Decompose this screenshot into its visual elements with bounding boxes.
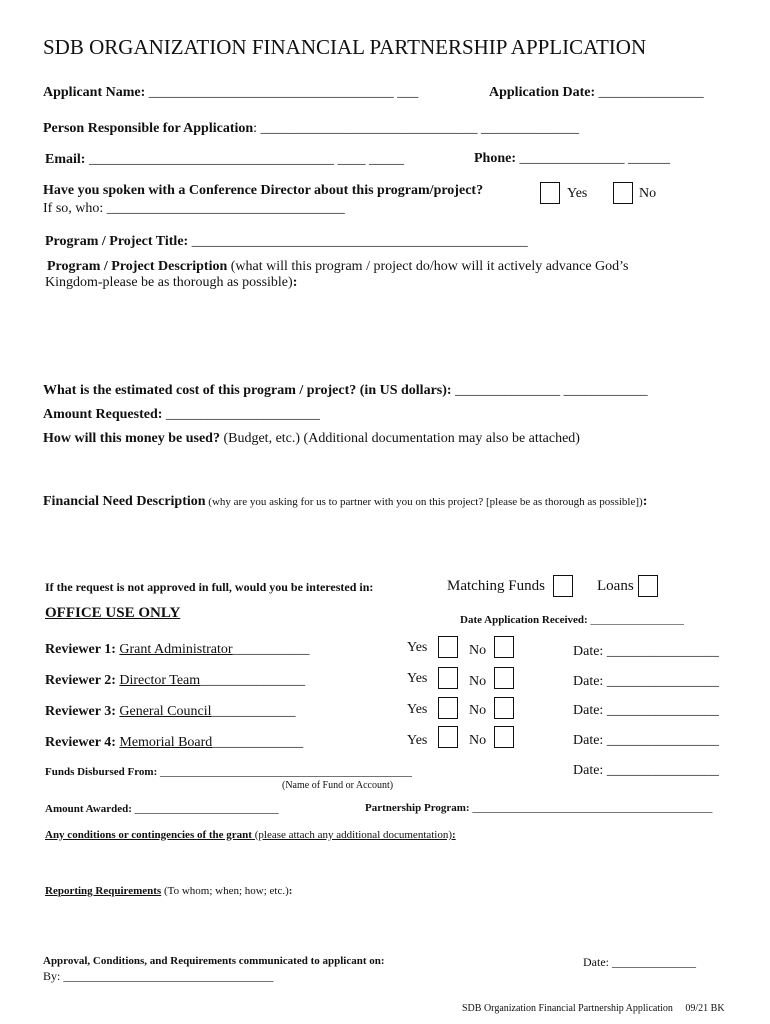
- date-received-row: [460, 615, 684, 626]
- reporting-label: Reporting Requirements: [45, 885, 162, 897]
- person-responsible-row: [43, 122, 579, 136]
- estimated-cost-row: [43, 384, 648, 398]
- reviewer-2-date: Date: ________________: [573, 674, 719, 689]
- phone-row: [474, 152, 670, 166]
- footer-version: 09/21 BK: [685, 1003, 725, 1014]
- reviewer-role: Memorial Board: [119, 735, 213, 750]
- director-question: Have you spoken with a Conference Director about this program/project?: [43, 183, 484, 198]
- reviewer-4-no-checkbox[interactable]: [494, 726, 514, 748]
- reviewer-1-date: Date: ________________: [573, 644, 719, 659]
- approval-date-field[interactable]: ______________: [609, 955, 696, 969]
- estimated-cost-field[interactable]: _______________ ____________: [455, 383, 648, 398]
- reviewer-1-row: Reviewer 1: Grant Administrator___________: [45, 642, 310, 657]
- reviewer-3-no-checkbox[interactable]: [494, 697, 514, 719]
- reviewer-3-row: Reviewer 3: General Council____________: [45, 704, 296, 719]
- reviewer-4-date-field[interactable]: ________________: [603, 733, 719, 748]
- reviewer-1-date-field[interactable]: ________________: [603, 644, 719, 659]
- conditions-note: (please attach any additional documentation): [251, 829, 453, 841]
- money-used-row: [43, 432, 580, 446]
- applicant-name-row: [43, 86, 418, 100]
- reviewer-4-yes-checkbox[interactable]: [438, 726, 458, 748]
- reviewer-2-row: Reviewer 2: Director Team_______________: [45, 673, 306, 688]
- reviewer-1-yes-label: Yes: [407, 640, 428, 655]
- office-use-heading: OFFICE USE ONLY: [45, 605, 181, 621]
- reviewer-2-yes-checkbox[interactable]: [438, 667, 458, 689]
- amount-awarded-label: Amount Awarded:: [45, 803, 132, 815]
- reviewer-3-date-field[interactable]: ________________: [603, 703, 719, 718]
- applicant-name-field[interactable]: ___________________________________ ___: [148, 85, 419, 100]
- reviewer-2-yes-label: Yes: [407, 671, 428, 686]
- funds-disbursed-date-field[interactable]: ________________: [603, 763, 719, 778]
- funds-disbursed-row: [45, 765, 412, 778]
- application-date-label: Application Date:: [489, 85, 596, 100]
- by-label: By:: [43, 969, 61, 983]
- reporting-area[interactable]: [45, 898, 725, 948]
- if-so-who-row: [43, 202, 345, 216]
- estimated-cost-label: What is the estimated cost of this program / project? (in US dollars):: [43, 383, 452, 398]
- financial-need-row: Financial Need Description (why are you asking for us to partner with you on this project? [please be as thorough as possible]):: [43, 494, 648, 509]
- director-yes-checkbox[interactable]: [540, 182, 560, 204]
- reporting-note: (To whom; when; how; etc.): [161, 885, 289, 897]
- reviewer-1-yes-checkbox[interactable]: [438, 636, 458, 658]
- reviewer-3-date: Date: ________________: [573, 703, 719, 718]
- conditions-area[interactable]: [45, 842, 725, 874]
- email-row: [45, 153, 404, 167]
- reviewer-4-no-label: No: [469, 733, 487, 748]
- funds-disbursed-label: Funds Disbursed From:: [45, 766, 158, 778]
- director-yes-label: Yes: [567, 186, 588, 201]
- conditions-row: Any conditions or contingencies of the grant (please attach any additional documentation):: [45, 829, 456, 841]
- reviewer-4-yes-label: Yes: [407, 733, 428, 748]
- reviewer-role: Director Team: [119, 673, 201, 688]
- program-description-area[interactable]: [45, 296, 725, 374]
- funds-disbursed-field[interactable]: __________________________________________: [160, 764, 413, 778]
- footer-title: SDB Organization Financial Partnership Application: [462, 1003, 673, 1014]
- conditions-label: Any conditions or contingencies of the grant: [45, 829, 252, 841]
- amount-requested-label: Amount Requested:: [43, 407, 163, 422]
- person-responsible-colon: :: [253, 121, 258, 136]
- if-so-who-label: If so, who:: [43, 201, 104, 216]
- email-field[interactable]: ___________________________________ ____ _____: [88, 152, 404, 167]
- by-field[interactable]: ___________________________________: [60, 969, 274, 983]
- not-approved-question: If the request is not approved in full, would you be interested in:: [45, 580, 374, 594]
- director-no-label: No: [639, 186, 657, 201]
- money-used-label: How will this money be used?: [43, 431, 220, 446]
- reviewer-label: Reviewer 1:: [45, 642, 116, 657]
- financial-need-area[interactable]: [43, 515, 723, 573]
- financial-need-note: (why are you asking for us to partner with you on this project? [please be as thorough as possible]): [205, 496, 643, 508]
- date-received-field[interactable]: _________________: [590, 614, 684, 626]
- amount-requested-field[interactable]: ______________________: [165, 407, 320, 422]
- partnership-program-row: [365, 801, 712, 814]
- program-description-note: (what will this program / project do/how will it actively advance God’s: [227, 259, 629, 274]
- reviewer-3-yes-label: Yes: [407, 702, 428, 717]
- reviewer-1-no-label: No: [469, 643, 487, 658]
- amount-requested-row: [43, 408, 320, 422]
- loans-label: Loans: [597, 578, 634, 594]
- footer: [462, 1004, 725, 1014]
- reviewer-2-no-label: No: [469, 674, 487, 689]
- fund-name-caption: (Name of Fund or Account): [282, 780, 394, 791]
- money-used-area[interactable]: [43, 452, 723, 488]
- reviewer-3-yes-checkbox[interactable]: [438, 697, 458, 719]
- email-label: Email:: [45, 152, 86, 167]
- date-received-label: Date Application Received:: [460, 614, 588, 626]
- phone-label: Phone:: [474, 151, 516, 166]
- partnership-program-label: Partnership Program:: [365, 802, 470, 814]
- partnership-program-field[interactable]: ________________________________________: [472, 800, 713, 814]
- reviewer-label: Reviewer 4:: [45, 735, 116, 750]
- amount-awarded-row: [45, 802, 279, 815]
- reporting-row: Reporting Requirements (To whom; when; how; etc.):: [45, 885, 293, 897]
- approval-label: Approval, Conditions, and Requirements communicated to applicant on:: [43, 955, 385, 967]
- director-no-checkbox[interactable]: [613, 182, 633, 204]
- application-date-row: [489, 86, 704, 100]
- money-used-note: (Budget, etc.) (Additional documentation may also be attached): [219, 431, 580, 446]
- by-row: [43, 970, 273, 982]
- amount-awarded-field[interactable]: ________________________: [134, 801, 279, 815]
- person-responsible-field[interactable]: _______________________________ ______________: [260, 121, 580, 136]
- program-description-line2: Kingdom-please be as thorough as possible):: [45, 275, 298, 290]
- application-date-field[interactable]: _______________: [598, 85, 704, 100]
- approval-date: Date: ______________: [583, 955, 696, 969]
- financial-need-label: Financial Need Description: [43, 494, 206, 509]
- program-title-label: Program / Project Title:: [45, 234, 189, 249]
- loans-checkbox[interactable]: [638, 575, 658, 597]
- matching-funds-label: Matching Funds: [447, 578, 545, 594]
- reviewer-2-date-field[interactable]: ________________: [603, 674, 719, 689]
- reviewer-4-date: Date: ________________: [573, 733, 719, 748]
- reviewer-role: General Council: [119, 704, 212, 719]
- reviewer-label: Reviewer 2:: [45, 673, 116, 688]
- form-title: SDB ORGANIZATION FINANCIAL PARTNERSHIP APPLICATION: [43, 35, 647, 59]
- reviewer-2-no-checkbox[interactable]: [494, 667, 514, 689]
- applicant-name-label: Applicant Name:: [43, 85, 146, 100]
- reviewer-1-no-checkbox[interactable]: [494, 636, 514, 658]
- reviewer-role: Grant Administrator: [119, 642, 233, 657]
- if-so-who-field[interactable]: __________________________________: [106, 201, 345, 216]
- phone-field[interactable]: _______________ ______: [519, 151, 670, 166]
- reviewer-3-no-label: No: [469, 703, 487, 718]
- person-responsible-label: Person Responsible for Application: [43, 121, 254, 136]
- funds-disbursed-date: Date: ________________: [573, 763, 719, 778]
- program-description-line1: [47, 260, 629, 274]
- program-title-row: [45, 235, 528, 249]
- matching-funds-checkbox[interactable]: [553, 575, 573, 597]
- program-title-field[interactable]: ________________________________________________: [191, 234, 528, 249]
- program-description-label: Program / Project Description: [47, 259, 228, 274]
- reviewer-4-row: Reviewer 4: Memorial Board_____________: [45, 735, 304, 750]
- reviewer-label: Reviewer 3:: [45, 704, 116, 719]
